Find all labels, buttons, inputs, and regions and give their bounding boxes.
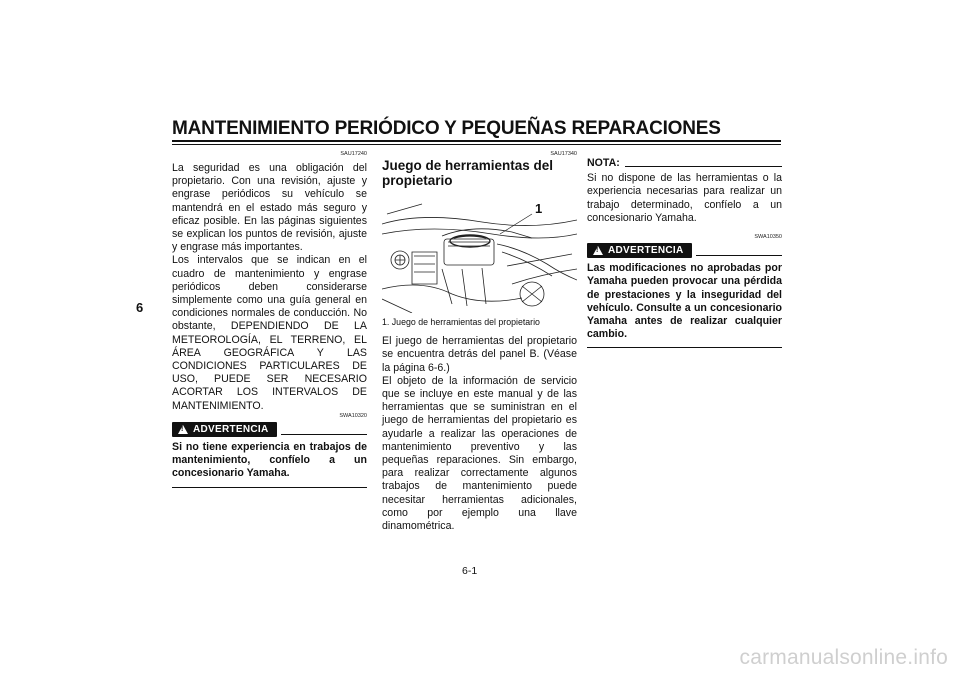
warning-text: Si no tiene experiencia en trabajos de mantenimiento, confíelo a un concesionario Yamaha. — [172, 441, 367, 480]
note-rule — [625, 166, 782, 167]
warning-header — [587, 243, 782, 258]
title-rule-thin — [172, 144, 781, 145]
warning-rule — [696, 255, 782, 256]
warning-rule — [281, 434, 367, 435]
warning-code: SWA10350 — [754, 234, 782, 241]
chapter-tab: 6 — [136, 300, 144, 315]
page-title: MANTENIMIENTO PERIÓDICO Y PEQUEÑAS REPARACIONES — [172, 118, 721, 139]
warning-triangle-icon — [178, 425, 188, 434]
column-middle — [382, 150, 577, 533]
figure-callout: 1 — [535, 201, 543, 216]
note-text: Si no dispone de las herramientas o la experiencia necesarias para realizar un trabajo determinado, confíelo a un concesionario Yamaha. — [587, 172, 782, 224]
figure-caption: 1. Juego de herramientas del propietario — [382, 317, 540, 327]
intro-paragraph: La seguridad es una obligación del propietario. Con una revisión, ajuste y engrase periódicos su vehículo se mantendrá en el estado más seguro y eficaz posible. En las páginas siguientes se explican los puntos de revisión, ajuste y engrase más importantes. — [172, 162, 367, 254]
warning-text: Las modificaciones no aprobadas por Yamaha pueden provocar una pérdida de prestaciones y la inseguridad del vehículo. Consulte a un concesionario Yamaha antes de realizar cualquier cambio. — [587, 262, 782, 341]
title-rule — [172, 140, 781, 142]
intervals-paragraph: Los intervalos que se indican en el cuadro de mantenimiento y engrase periódicos deben considerarse simplemente como una guía general en condiciones normales de conducción. No obstante, DEPENDIENDO DE LA METEOROLOGÍA, EL TERRENO, EL ÁREA GEOGRÁFICA Y LAS CONDICIONES PARTICULARES DE USO, PUEDE SER NECESARIO ACORTAR LOS INTERVALOS DE MANTENIMIENTO. — [172, 254, 367, 412]
warning-label: ADVERTENCIA — [193, 423, 269, 435]
watermark: carmanualsonline.info — [739, 646, 948, 669]
toolkit-figure — [382, 194, 577, 313]
warning-end-rule — [172, 487, 367, 488]
note-label: NOTA: — [587, 157, 620, 169]
warning-header — [172, 422, 367, 437]
section-heading: Juego de herramientas del propietario — [382, 158, 554, 188]
page-number: 6-1 — [462, 565, 478, 577]
section-code: SAU17240 — [340, 151, 367, 157]
warning-triangle-icon — [593, 246, 603, 255]
warning-badge — [587, 243, 692, 258]
column-right — [587, 157, 782, 348]
note-header — [587, 157, 782, 170]
warning-label: ADVERTENCIA — [608, 245, 684, 257]
column-left — [172, 150, 367, 488]
section-code: SAU17340 — [550, 151, 577, 157]
warning-code: SWA10320 — [339, 412, 367, 419]
warning-badge — [172, 422, 277, 437]
warning-end-rule — [587, 347, 782, 348]
toolkit-purpose-paragraph: El objeto de la información de servicio que se incluye en este manual y de las herramientas que se suministran en el juego de herramientas del propietario es ayudarle a realizar las operaciones de mantenimiento preventivo y las pequeñas reparaciones. Sin embargo, para realizar correctamente algunos trabajos de mantenimiento puede necesitar herramientas adicionales, como por ejemplo una llave dinamométrica. — [382, 374, 577, 533]
toolkit-location-paragraph: El juego de herramientas del propietario se encuentra detrás del panel B. (Véase la página 6-6.) — [382, 335, 577, 374]
motorcycle-toolkit-illustration — [382, 194, 577, 313]
